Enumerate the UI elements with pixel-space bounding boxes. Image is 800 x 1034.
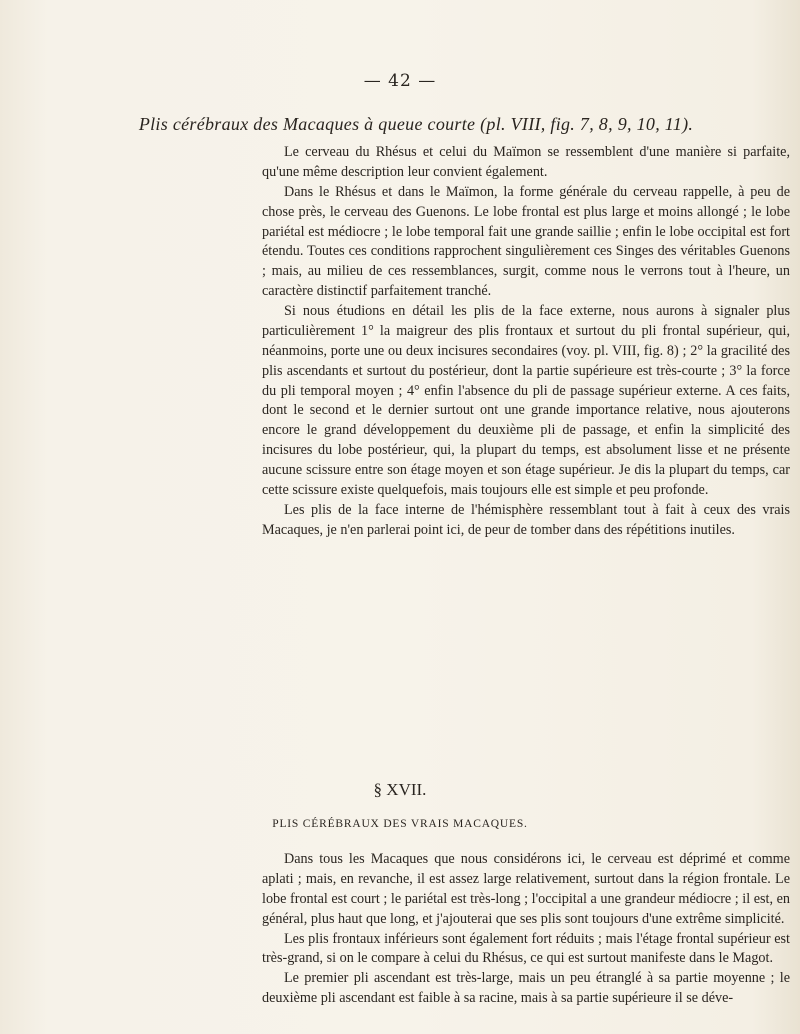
paragraph: Si nous étudions en détail les plis de la face externe, nous aurons à signaler plus particulièrement 1° la maigreur des plis frontaux et surtout du pli frontal supérieur, qui, néanmoins, porte une ou deux incisures secondaires (voy. pl. VIII, fig. 8) ; 2° la gracilité des plis ascendants et surtout du postérieur, dont la partie supérieure est très-courte ; 3° la force du pli temporal moyen ; 4° enfin l'absence du pli de passage supérieur externe. A ces faits, dont le second et le dernier surtout ont une grande importance relative, nous ajouterons encore le grand développement du deuxième pli de passage, et enfin la simplicité des incisures du lobe postérieur, qui, la plupart du temps, est absolument lisse et ne présente aucune scissure entre son étage moyen et son étage supérieur. Je dis la plupart du temps, car cette scissure existe quelquefois, mais toujours elle est simple et peu profonde. [262,303,790,498]
text-block-1 [262,143,790,541]
running-title-text: Plis cérébraux des Macaques à queue courte (pl. VIII, fig. 7, 8, 9, 10, 11). [138,114,694,134]
section-number: § XVII. [373,780,427,799]
page-number: — 42 — [363,71,437,91]
paragraph: Les plis frontaux inférieurs sont également fort réduits ; mais l'étage frontal supérieur est très-grand, si on le compare à celui du Rhésus, ce qui est surtout manifeste dans le Magot. [262,930,790,967]
running-title [96,114,736,135]
paragraph: Dans tous les Macaques que nous considérons ici, le cerveau est déprimé et comme aplati ; mais, en revanche, il est assez large relativement, surtout dans la région frontale. Le lobe frontal est court ; le pariétal est très-long ; l'occipital a une grandeur médiocre ; il est, en général, plus haut que long, et j'ajouterai que ses plis sont toujours d'une extrême simplicité. [262,851,790,927]
text-block-2 [262,850,790,1009]
paragraph: Les plis de la face interne de l'hémisphère ressemblant tout à fait à ceux des vrais Macaques, je n'en parlerai point ici, de peur de tomber dans des répétitions inutiles. [262,501,790,538]
paragraph: Dans le Rhésus et dans le Maïmon, la forme générale du cerveau rappelle, à peu de chose près, le cerveau des Guenons. Le lobe frontal est plus large et moins allongé ; le lobe pariétal est médiocre ; le lobe temporal fait une grande saillie ; enfin le lobe occipital est fort étendu. Toutes ces conditions rapprochent singulièrement ces Singes des véritables Guenons ; mais, au milieu de ces ressemblances, surgit, comme nous le verrons tout à l'heure, un caractère distinctif parfaitement tranché. [262,183,790,300]
section-heading: PLIS CÉRÉBRAUX DES VRAIS MACAQUES. [272,818,528,830]
paragraph: Le premier pli ascendant est très-large, mais un peu étranglé à sa partie moyenne ; le deuxième pli ascendant est faible à sa racine, mais à sa partie supérieure il se déve- [262,970,790,1007]
paragraph: Le cerveau du Rhésus et celui du Maïmon se ressemblent d'une manière si parfaite, qu'une même description leur convient également. [262,144,790,180]
